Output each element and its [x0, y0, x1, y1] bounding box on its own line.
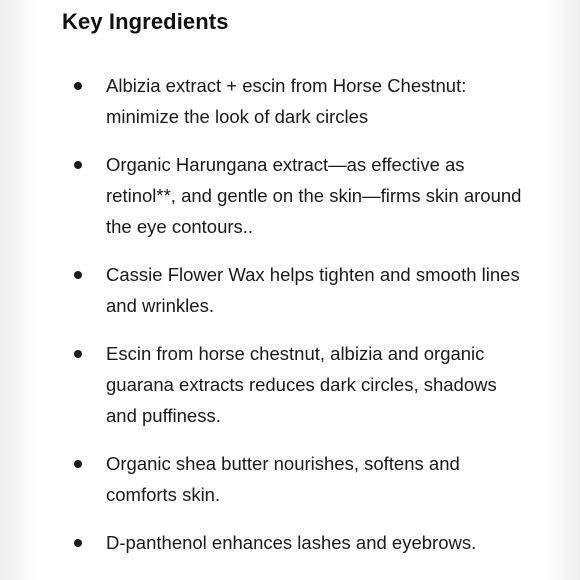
- bullet-dot-icon: [74, 82, 82, 90]
- ingredient-text: Organic shea butter nourishes, softens and comforts skin.: [106, 453, 460, 505]
- ingredient-text: Organic Harungana extract—as effective as retinol**, and gentle on the skin—firms skin around the eye contours..: [106, 154, 522, 237]
- bullet-dot-icon: [74, 271, 82, 279]
- ingredients-section: [62, 6, 532, 575]
- ingredient-item: [62, 149, 532, 242]
- ingredient-item: [62, 338, 532, 431]
- bullet-dot-icon: [74, 161, 82, 169]
- ingredient-item: [62, 448, 532, 510]
- ingredient-item: [62, 259, 532, 321]
- bullet-dot-icon: [74, 350, 82, 358]
- ingredient-list: [62, 70, 532, 558]
- ingredient-text: Escin from horse chestnut, albizia and organic guarana extracts reduces dark circles, shadows and puffiness.: [106, 343, 497, 426]
- ingredient-text: Cassie Flower Wax helps tighten and smooth lines and wrinkles.: [106, 264, 520, 316]
- ingredient-text: Albizia extract + escin from Horse Chestnut: minimize the look of dark circles: [106, 75, 467, 127]
- section-title: Key Ingredients: [62, 9, 229, 34]
- ingredient-item: [62, 527, 532, 558]
- bullet-dot-icon: [74, 460, 82, 468]
- left-edge-shadow: [0, 0, 42, 580]
- ingredient-text: D-panthenol enhances lashes and eyebrows.: [106, 532, 477, 553]
- ingredient-item: [62, 70, 532, 132]
- right-edge-shadow: [542, 0, 580, 580]
- bullet-dot-icon: [74, 539, 82, 547]
